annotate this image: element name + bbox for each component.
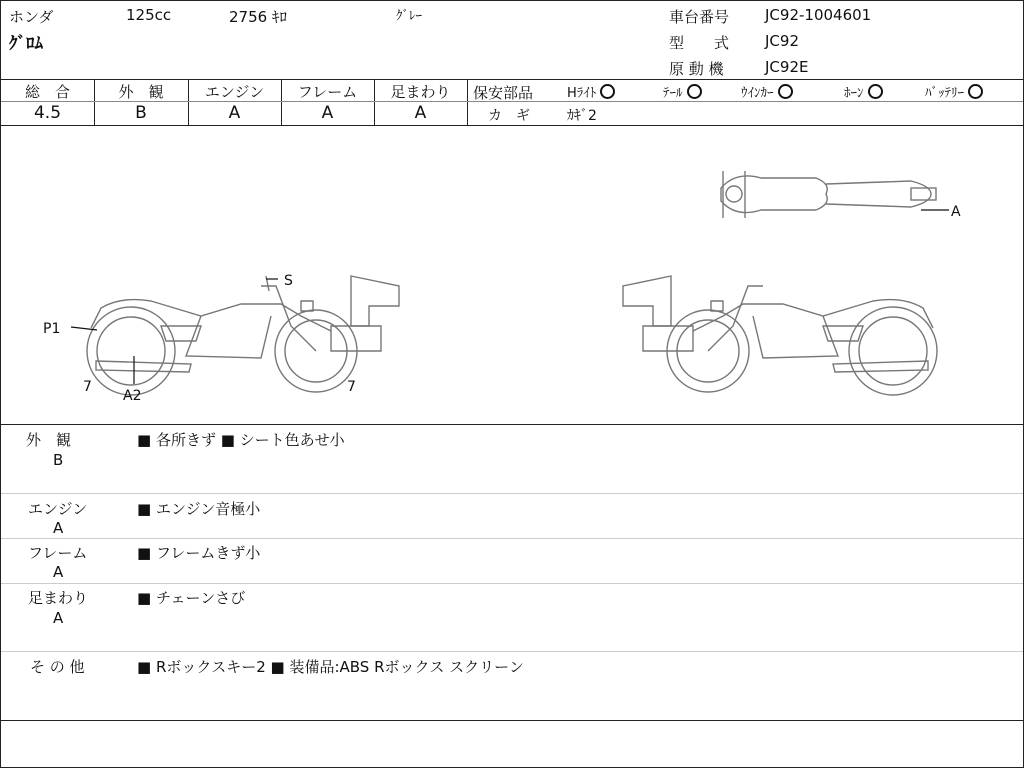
divider bbox=[1, 720, 1023, 721]
safety-item-label: ﾊﾞｯﾃﾘｰ bbox=[925, 86, 964, 101]
safety-item-horn bbox=[844, 82, 883, 101]
ok-circle-icon bbox=[687, 84, 702, 99]
safety-item-label: ﾃｰﾙ bbox=[663, 86, 683, 101]
rating-engine-label: エンジン bbox=[204, 83, 265, 101]
marker-p1: P1 bbox=[43, 321, 61, 337]
note-exterior-label: 外 観 bbox=[26, 431, 72, 449]
note-engine-text: ■ エンジン音極小 bbox=[137, 500, 261, 518]
displacement: 125cc bbox=[126, 6, 172, 24]
marker-7-right: 7 bbox=[347, 379, 356, 395]
rating-total-value: 4.5 bbox=[33, 103, 62, 123]
maker: ホンダ bbox=[9, 8, 54, 26]
note-frame-label: フレーム bbox=[28, 544, 88, 562]
motorcycle-right-view bbox=[623, 276, 937, 395]
rating-engine-value: A bbox=[228, 103, 241, 123]
rating-suspension-value: A bbox=[414, 103, 427, 123]
marker-a: A bbox=[951, 204, 961, 220]
divider bbox=[1, 583, 1023, 584]
note-frame-grade: A bbox=[53, 563, 64, 581]
engine-label: 原 動 機 bbox=[669, 60, 724, 78]
marker-lines bbox=[71, 210, 949, 384]
color: ｸﾞﾚｰ bbox=[396, 9, 422, 24]
divider bbox=[467, 79, 468, 125]
safety-item-label: ｳｲﾝｶｰ bbox=[741, 86, 774, 101]
note-engine-label: エンジン bbox=[28, 500, 88, 518]
frame-no-label: 車台番号 bbox=[669, 8, 730, 26]
safety-item-label: Hﾗｲﾄ bbox=[567, 86, 597, 101]
note-suspension-text: ■ チェーンさび bbox=[137, 589, 246, 607]
note-other-text: ■ Rボックスキー2 ■ 装備品:ABS Rボックス スクリーン bbox=[137, 658, 524, 676]
note-engine-grade: A bbox=[53, 519, 64, 537]
mileage: 2756 ｷﾛ bbox=[229, 8, 287, 26]
rating-frame-value: A bbox=[321, 103, 334, 123]
note-frame-text: ■ フレームきず小 bbox=[137, 544, 261, 562]
frame-no: JC92-1004601 bbox=[765, 6, 872, 24]
note-other-label: そ の 他 bbox=[30, 658, 85, 676]
rating-total-label: 総 合 bbox=[24, 83, 70, 101]
type-value: JC92 bbox=[765, 32, 799, 50]
divider bbox=[1, 651, 1023, 652]
note-exterior-text: ■ 各所きず ■ シート色あせ小 bbox=[137, 431, 345, 449]
safety-item-label: ﾎｰﾝ bbox=[844, 86, 864, 101]
marker-7-left: 7 bbox=[83, 379, 92, 395]
marker-s: S bbox=[284, 273, 293, 289]
safety-item-tail bbox=[663, 82, 702, 101]
note-suspension-grade: A bbox=[53, 609, 64, 627]
engine-value: JC92E bbox=[765, 58, 809, 76]
rating-frame-label: フレーム bbox=[297, 83, 358, 101]
rating-exterior-label: 外 観 bbox=[118, 83, 164, 101]
divider bbox=[1, 79, 1023, 80]
safety-item-winker bbox=[741, 82, 793, 101]
rating-suspension-label: 足まわり bbox=[390, 83, 451, 101]
damage-diagram bbox=[1, 126, 1023, 424]
rating-exterior-value: B bbox=[135, 103, 147, 123]
safety-item-headlight bbox=[567, 82, 615, 101]
divider bbox=[1, 538, 1023, 539]
ok-circle-icon bbox=[968, 84, 983, 99]
ok-circle-icon bbox=[600, 84, 615, 99]
note-exterior-grade: B bbox=[53, 451, 64, 469]
marker-a2: A2 bbox=[123, 388, 142, 404]
safety-label: 保安部品 bbox=[473, 84, 534, 102]
note-suspension-label: 足まわり bbox=[28, 589, 89, 607]
divider bbox=[1, 424, 1023, 425]
model-name: ｸﾞﾛﾑ bbox=[9, 34, 43, 54]
ok-circle-icon bbox=[778, 84, 793, 99]
safety-item-battery bbox=[925, 82, 983, 101]
divider bbox=[1, 493, 1023, 494]
key-label: カ ギ bbox=[488, 108, 530, 124]
ok-circle-icon bbox=[868, 84, 883, 99]
type-label: 型 式 bbox=[669, 34, 730, 52]
motorcycle-top-view bbox=[721, 171, 936, 218]
divider bbox=[467, 101, 1023, 102]
key-value: ｶｷﾞ2 bbox=[567, 108, 597, 124]
